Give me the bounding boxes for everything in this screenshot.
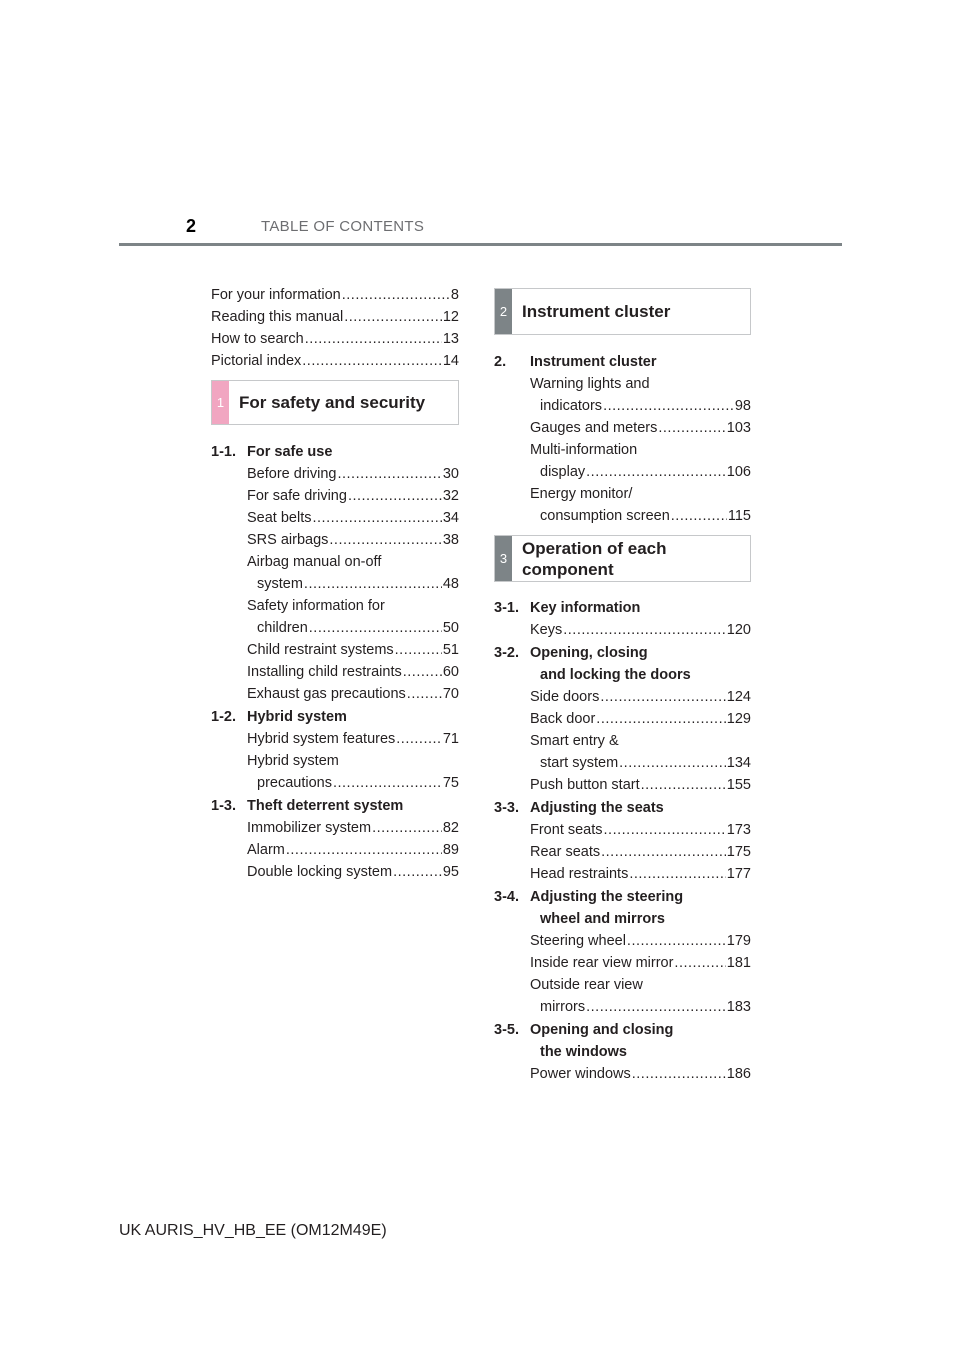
header-title: TABLE OF CONTENTS [261, 218, 425, 235]
toc-entry[interactable]: Multi-information display ..... 106 [530, 439, 751, 483]
chapter-box-1[interactable] [211, 380, 459, 425]
toc-entry[interactable]: Head restraints ..... 177 [530, 863, 751, 885]
section-heading[interactable]: 3-5. Opening and closing the windows [494, 1022, 674, 1060]
toc-entry[interactable]: Exhaust gas precautions ..... 70 [247, 683, 459, 705]
section-3-3 [494, 797, 751, 885]
section-1-2 [211, 706, 459, 794]
toc-entry[interactable]: Immobilizer system ..... 82 [247, 817, 459, 839]
chapter-box-3[interactable] [494, 535, 751, 582]
section-heading[interactable]: 3-2. Opening, closing and locking the doors [494, 645, 691, 683]
toc-entry[interactable]: Hybrid system precautions ..... 75 [247, 750, 459, 794]
toc-entry[interactable]: Inside rear view mirror ..... 181 [530, 952, 751, 974]
chapter-title: Operation of each component [522, 538, 667, 579]
chapter-tab: 2 [495, 289, 512, 334]
section-heading[interactable]: 1-3. Theft deterrent system [211, 798, 404, 814]
chapter-tab: 1 [212, 381, 229, 424]
toc-entry[interactable]: For your information ..... 8 [211, 284, 459, 306]
page-number: 2 [186, 216, 197, 236]
toc-entry[interactable]: Seat belts ..... 34 [247, 507, 459, 529]
toc-entry[interactable]: Child restraint systems ..... 51 [247, 639, 459, 661]
chapter-box-2[interactable] [494, 288, 751, 335]
toc-entry[interactable]: Before driving ..... 30 [247, 463, 459, 485]
section-1-3 [211, 795, 459, 883]
section-heading[interactable]: 3-4. Adjusting the steering wheel and mirrors [494, 889, 684, 927]
toc-intro-list [211, 284, 459, 372]
toc-entry[interactable]: How to search ..... 13 [211, 328, 459, 350]
toc-entry[interactable]: For safe driving ..... 32 [247, 485, 459, 507]
section-3-1 [494, 597, 751, 641]
toc-entry[interactable]: SRS airbags ..... 38 [247, 529, 459, 551]
section-1-1 [211, 441, 459, 705]
toc-entry[interactable]: Hybrid system features ..... 71 [247, 728, 459, 750]
toc-entry[interactable]: Side doors ..... 124 [530, 686, 751, 708]
toc-entry[interactable]: Steering wheel ..... 179 [530, 930, 751, 952]
toc-entry[interactable]: Safety information for children ..... 50 [247, 595, 459, 639]
toc-entry[interactable]: Rear seats ..... 175 [530, 841, 751, 863]
section-3-5 [494, 1019, 751, 1085]
toc-entry[interactable]: Back door ..... 129 [530, 708, 751, 730]
section-heading[interactable]: 3-1. Key information [494, 600, 641, 616]
chapter-title: For safety and security [239, 393, 426, 412]
toc-entry[interactable]: Front seats ..... 173 [530, 819, 751, 841]
toc-entry[interactable]: Outside rear view mirrors ..... 183 [530, 974, 751, 1018]
section-heading[interactable]: 1-1. For safe use [211, 444, 333, 460]
toc-entry[interactable]: Keys ..... 120 [530, 619, 751, 641]
header-divider [119, 243, 842, 246]
toc-entry[interactable]: Reading this manual ..... 12 [211, 306, 459, 328]
toc-entry[interactable]: Power windows ..... 186 [530, 1063, 751, 1085]
toc-entry[interactable]: Energy monitor/ consumption screen ..... 115 [530, 483, 751, 527]
toc-left-column [211, 284, 459, 883]
section-3-4 [494, 886, 751, 1018]
toc-entry[interactable]: Gauges and meters ..... 103 [530, 417, 751, 439]
toc-right-column [494, 288, 751, 1085]
toc-entry[interactable]: Installing child restraints ..... 60 [247, 661, 459, 683]
toc-entry[interactable]: Push button start ..... 155 [530, 774, 751, 796]
chapter-tab: 3 [495, 536, 512, 581]
chapter-title: Instrument cluster [522, 302, 671, 321]
toc-entry[interactable]: Warning lights and indicators ..... 98 [530, 373, 751, 417]
section-heading[interactable]: 2. Instrument cluster [494, 354, 657, 370]
toc-entry[interactable]: Double locking system ..... 95 [247, 861, 459, 883]
section-heading[interactable]: 3-3. Adjusting the seats [494, 800, 664, 816]
toc-entry[interactable]: Alarm ..... 89 [247, 839, 459, 861]
page-footer: UK AURIS_HV_HB_EE (OM12M49E) [119, 1222, 387, 1239]
toc-entry[interactable]: Pictorial index ..... 14 [211, 350, 459, 372]
section-2 [494, 351, 751, 527]
section-3-2 [494, 642, 751, 796]
section-heading[interactable]: 1-2. Hybrid system [211, 709, 347, 725]
toc-entry[interactable]: Smart entry & start system ..... 134 [530, 730, 751, 774]
toc-entry[interactable]: Airbag manual on-off system ..... 48 [247, 551, 459, 595]
